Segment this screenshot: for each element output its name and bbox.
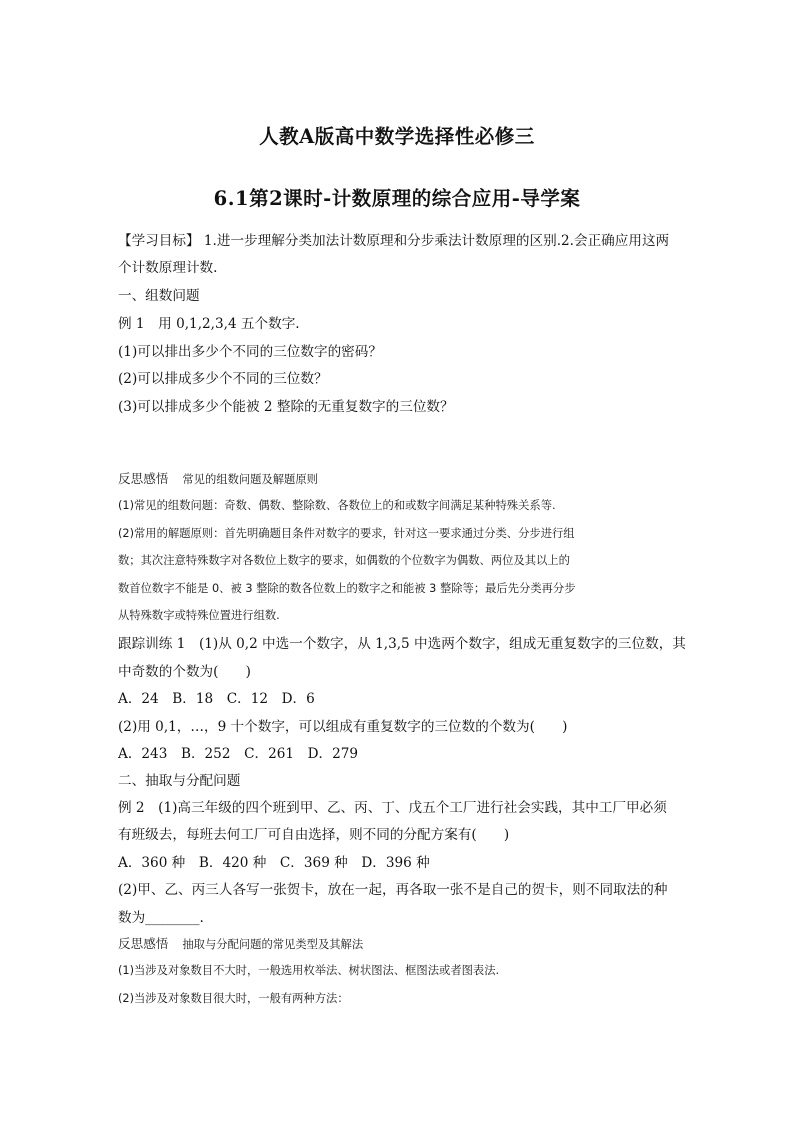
reflection-1-p2-line3: 数首位数字不能是 0、被 3 整除的数各位数上的数字之和能被 3 整除等；最后先分类再分步 [118, 582, 576, 595]
example-1: 例 1 用 0,1,2,3,4 五个数字. [118, 316, 300, 332]
reflection-title: 常见的组数问题及解题原则 [182, 473, 318, 486]
document-title: 人教A版高中数学选择性必修三 [259, 125, 535, 148]
lesson-title: 6.1第2课时-计数原理的综合应用-导学案 [213, 187, 581, 210]
example-1-q3: (3)可以排成多少个能被 2 整除的无重复数字的三位数？ [118, 399, 454, 415]
objectives-line-2: 个计数原理计数. [118, 260, 218, 276]
example-1-q2: (2)可以排成多少个不同的三位数？ [118, 371, 328, 387]
reflection-1-heading [118, 471, 318, 488]
example-2-q2-line2: 数为________. [118, 910, 204, 926]
reflection-2-p2: (2)当涉及对象数目很大时，一般有两种方法： [118, 992, 349, 1005]
practice-1-line3: (2)用 0,1，…，9 十个数字，可以组成有重复数字的三位数的个数为( ) [118, 719, 568, 735]
example-2-options: A．360 种 B．420 种 C．369 种 D．396 种 [118, 855, 430, 871]
example-1-q1: (1)可以排出多少个不同的三位数字的密码？ [118, 344, 382, 360]
reflection-title: 抽取与分配问题的常见类型及其解法 [182, 938, 364, 951]
practice-1-options-1: A．24 B．18 C．12 D．6 [118, 691, 315, 707]
reflection-1-p2-line4: 从特殊数字或特殊位置进行组数. [118, 609, 280, 622]
section-heading-2: 二、抽取与分配问题 [118, 773, 241, 789]
example-2-line1: 例 2 (1)高三年级的四个班到甲、乙、丙、丁、戊五个工厂进行社会实践，其中工厂甲必须 [118, 800, 667, 816]
example-2-line2: 有班级去，每班去何工厂可自由选择，则不同的分配方案有( ) [118, 827, 510, 843]
reflection-2-p1: (1)当涉及对象数目不大时，一般选用枚举法、树状图法、框图法或者图表法. [118, 964, 500, 977]
example-2-q2-line1: (2)甲、乙、丙三人各写一张贺卡，放在一起，再各取一张不是自己的贺卡，则不同取法的种 [118, 882, 668, 898]
section-heading-1: 一、组数问题 [118, 288, 200, 304]
reflection-label: 反思感悟 [118, 936, 169, 951]
reflection-1-p1: (1)常见的组数问题：奇数、偶数、整除数、各数位上的和或数字间满足某种特殊关系等. [118, 499, 556, 512]
practice-1-line1: 跟踪训练 1 (1)从 0,2 中选一个数字，从 1,3,5 中选两个数字，组成无重复数字的三位数，其 [118, 636, 686, 652]
reflection-1-p2-line2: 数；其次注意特殊数字对各数位上数字的要求，如偶数的个位数字为偶数、两位及其以上的 [118, 554, 570, 567]
practice-1-options-2: A．243 B．252 C．261 D．279 [118, 746, 359, 762]
reflection-2-heading [118, 936, 363, 953]
practice-1-line2: 中奇数的个数为( ) [118, 664, 251, 680]
objectives-line-1: 【学习目标】 1.进一步理解分类加法计数原理和分步乘法计数原理的区别.2.会正确应用这两 [118, 233, 670, 249]
reflection-1-p2-line1: (2)常用的解题原则：首先明确题目条件对数字的要求，针对这一要求通过分类、分步进行组 [118, 527, 575, 540]
reflection-label: 反思感悟 [118, 471, 169, 486]
